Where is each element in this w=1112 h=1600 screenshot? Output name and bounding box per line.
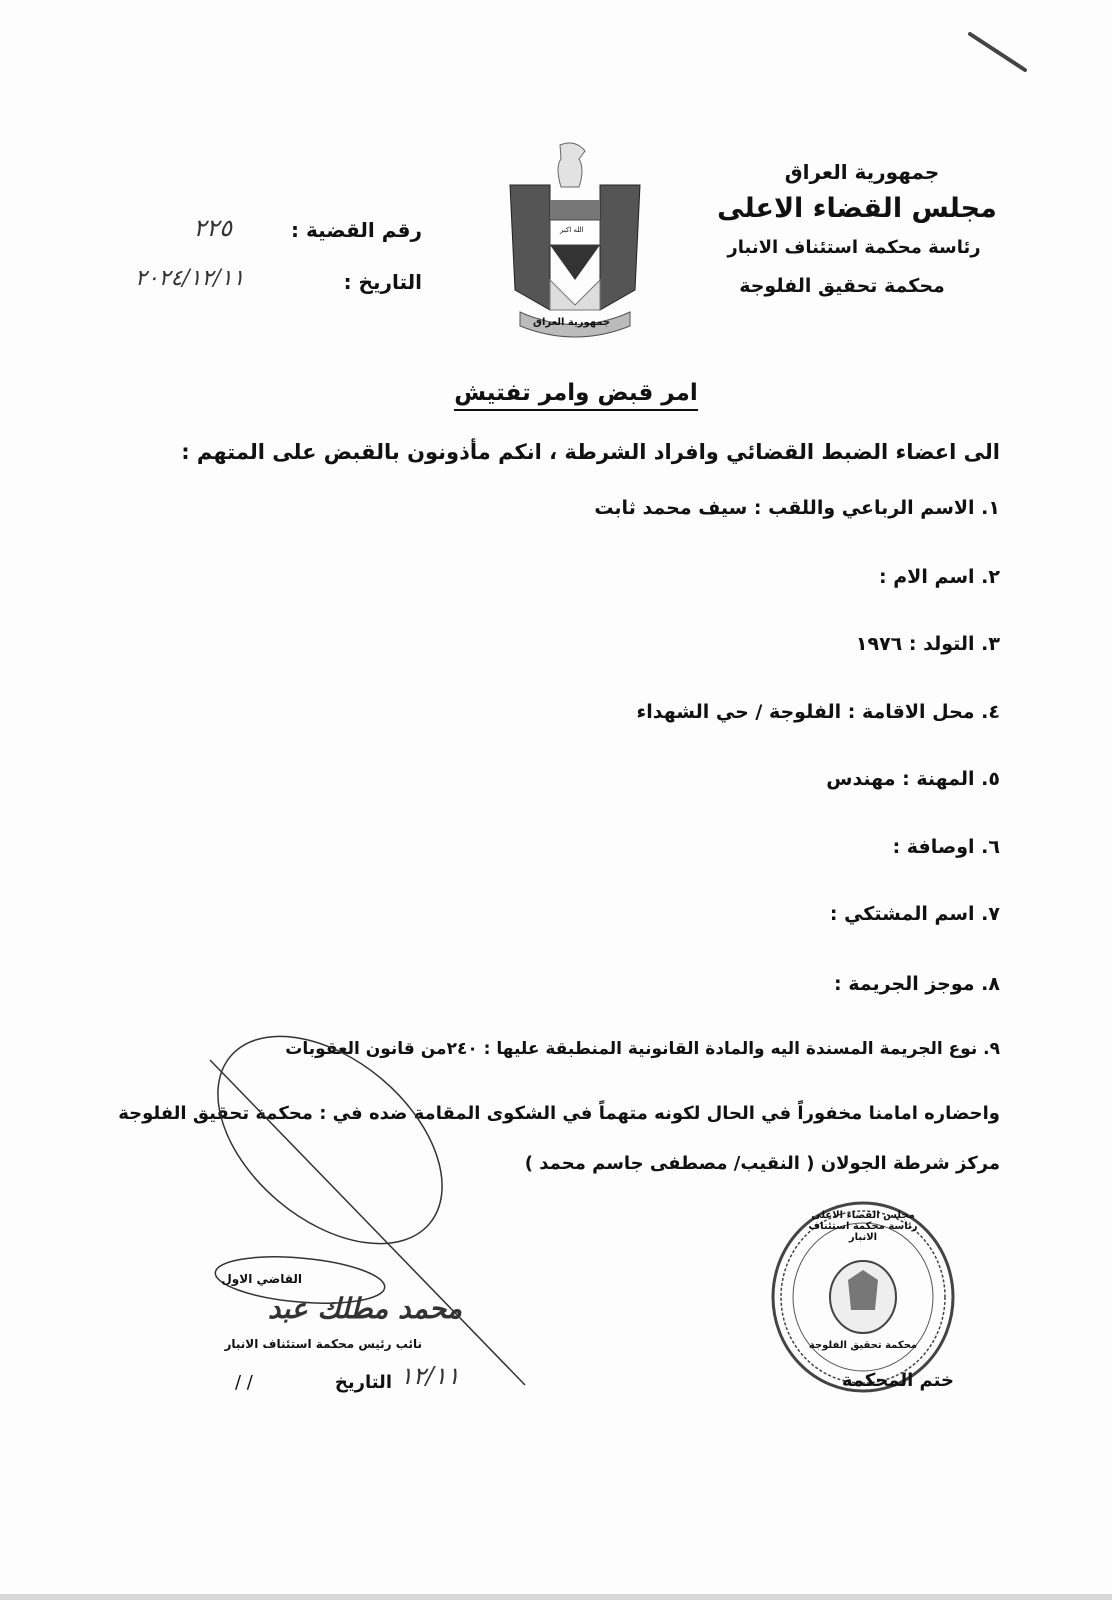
document-title [0,380,1112,406]
signature-date-label: التاريخ [334,1372,392,1393]
item-name [594,497,1000,519]
judge-title: القاضي الاول [221,1272,302,1286]
iraq-emblem [505,140,645,340]
emblem-text: جمهورية العراق [533,317,611,328]
case-number-value: ٢٢٥ [193,214,232,242]
case-number-label: رقم القضية : [291,218,422,242]
judge-name: محمد مطلك عبد [267,1292,462,1325]
court-stamp [768,1200,958,1395]
pen-mark [965,28,1035,78]
item-complainant [830,903,1000,925]
item-label: ٢. اسم الام : [879,566,1000,588]
item-label: ٩. نوع الجريمة المسندة اليه والمادة القانونية المنطبقة عليها : [483,1039,1000,1059]
item-crime-summary [834,973,1000,995]
item-description [893,836,1000,858]
item-birth-year [856,633,1000,655]
item-residence [637,701,1000,723]
court-name: محكمة تحقيق الفلوجة [739,275,945,297]
item-value: ٢٤٠من قانون العقوبات [285,1039,478,1059]
emblem-flag-text: الله اكبر [560,226,584,234]
presidency-name: رئاسة محكمة استئناف الانبار [727,237,981,258]
item-value: الفلوجة / حي الشهداء [636,701,842,723]
date-label: التاريخ : [343,270,422,294]
item-label: ٧. اسم المشتكي : [829,903,1000,925]
order-paragraph-line1: واحضاره امامنا مخفوراً في الحال لكونه متهماً في الشكوى المقامة ضده في : محكمة تحقيق الفلوجة [118,1103,1000,1124]
stamp-bottom-text: محكمة تحقيق الفلوجة [808,1340,918,1351]
item-mother-name [879,566,1000,588]
council-name: مجلس القضاء الاعلى [717,193,997,224]
signature-handwritten-date: ١٢/١١ [400,1362,460,1390]
item-label: ١. الاسم الرباعي واللقب : [753,497,1000,519]
order-paragraph-line2: مركز شرطة الجولان ( النقيب/ مصطفى جاسم محمد ) [524,1153,1000,1174]
item-label: ٨. موجز الجريمة : [833,973,1000,995]
item-profession [826,768,1000,790]
item-value: ١٩٧٦ [855,633,903,655]
item-label: ٤. محل الاقامة : [847,701,1000,723]
item-label: ٦. اوصافة : [892,836,1000,858]
item-value: مهندس [826,768,896,790]
intro-text: الى اعضاء الضبط القضائي وافراد الشرطة ، انكم مأذونون بالقبض على المتهم : [181,440,1000,464]
item-label: ٥. المهنة : [902,768,1000,790]
page-edge [0,1594,1112,1600]
document-title-text: امر قبض وامر تفتيش [454,380,698,411]
country-name: جمهورية العراق [784,160,940,184]
date-value: ٢٠٢٤/١٢/١١ [135,266,245,291]
stamp-label: ختم المحكمة [841,1370,954,1391]
signature-date-template: / / [235,1372,253,1393]
judge-position: نائب رئيس محكمة استئناف الانبار [224,1337,422,1351]
item-label: ٣. التولد : [908,633,1000,655]
item-value: سيف محمد ثابت [594,497,748,519]
stamp-ring-text: مجلس القضاء الاعلى رئاسة محكمة استئناف الانبار [808,1210,918,1243]
